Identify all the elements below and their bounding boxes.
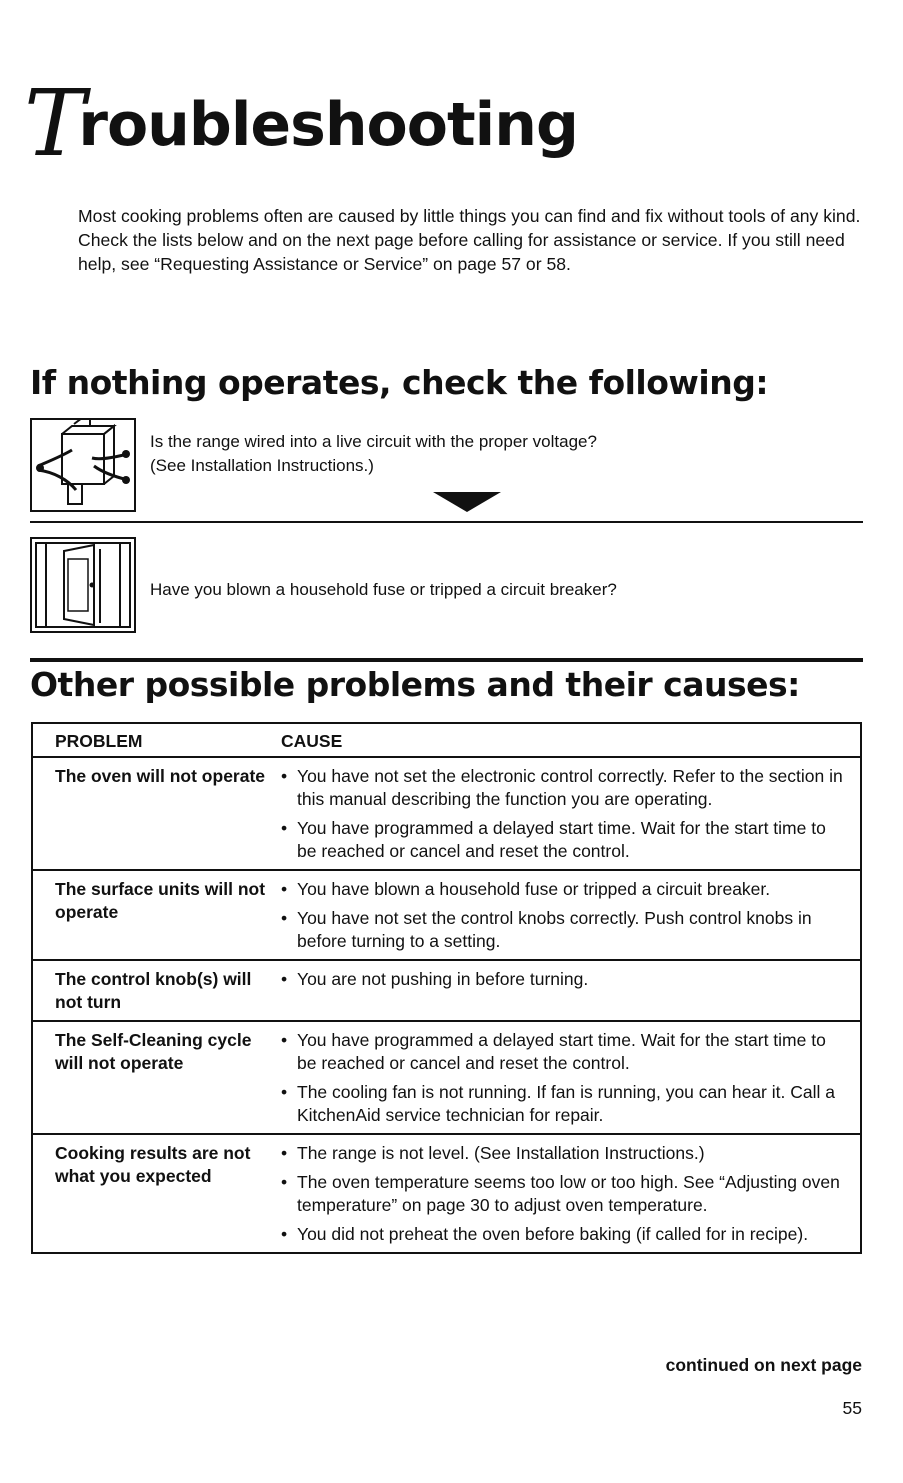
problem-cell: Cooking results are not what you expected [55,1143,251,1186]
page-number: 55 [842,1398,862,1418]
troubleshooting-table [31,722,862,1254]
cause-item: • You have blown a household fuse or tripped a circuit breaker. [281,878,850,901]
check-item-note: (See Installation Instructions.) [150,456,374,475]
title-text: roubleshooting [78,90,578,160]
cause-cell [281,960,861,1021]
cause-item: • You are not pushing in before turning. [281,968,850,991]
divider [30,521,863,523]
problem-cell: The oven will not operate [55,766,266,786]
continued-note: continued on next page [665,1355,862,1375]
check-item-fuse: Have you blown a household fuse or tripped a circuit breaker? [150,580,617,599]
table-row [32,960,861,1021]
section-heading-other-problems: Other possible problems and their causes: [30,665,800,704]
column-header-problem: PROBLEM [55,731,143,751]
fuse-panel-icon [30,537,136,633]
down-arrow-icon [433,492,501,512]
cause-item: • You have not set the electronic control correctly. Refer to the section in this manual describing the function you are operating. [281,765,850,811]
page-title [24,70,578,177]
intro-paragraph: Most cooking problems often are caused by little things you can find and fix without tools of any kind. Check the lists below and on the next page before calling for assistance or service. If you still need help, see “Requesting Assistance or Service” on page 57 or 58. [78,206,861,274]
title-drop-cap: T [24,70,85,177]
check-item-live-circuit [150,430,597,478]
cause-item: • You have not set the control knobs correctly. Push control knobs in before turning to a setting. [281,907,850,953]
cause-item: • You have programmed a delayed start time. Wait for the start time to be reached or cancel and reset the control. [281,817,850,863]
cause-item: • You did not preheat the oven before baking (if called for in recipe). [281,1223,850,1246]
table-row [32,1021,861,1134]
cause-cell [281,1021,861,1134]
table-row [32,757,861,870]
section-heading-nothing-operates: If nothing operates, check the following: [30,363,769,402]
table-row [32,870,861,960]
cause-item: • The cooling fan is not running. If fan is running, you can hear it. Call a KitchenAid service technician for repair. [281,1081,850,1127]
cause-cell [281,1134,861,1253]
section-divider [30,658,863,662]
problem-cell: The Self-Cleaning cycle will not operate [55,1030,252,1073]
cause-item: • You have programmed a delayed start time. Wait for the start time to be reached or cancel and reset the control. [281,1029,850,1075]
table-row [32,1134,861,1253]
cause-item: • The range is not level. (See Installation Instructions.) [281,1142,850,1165]
column-header-cause: CAUSE [281,731,343,751]
cause-cell [281,757,861,870]
electrical-box-icon [30,418,136,512]
cause-item: • The oven temperature seems too low or too high. See “Adjusting oven temperature” on page 30 to adjust oven temperature. [281,1171,850,1217]
table-header-row [32,723,861,757]
problem-cell: The control knob(s) will not turn [55,969,252,1012]
problem-cell: The surface units will not operate [55,879,266,922]
check-item-text: Is the range wired into a live circuit with the proper voltage? [150,432,597,451]
cause-cell [281,870,861,960]
